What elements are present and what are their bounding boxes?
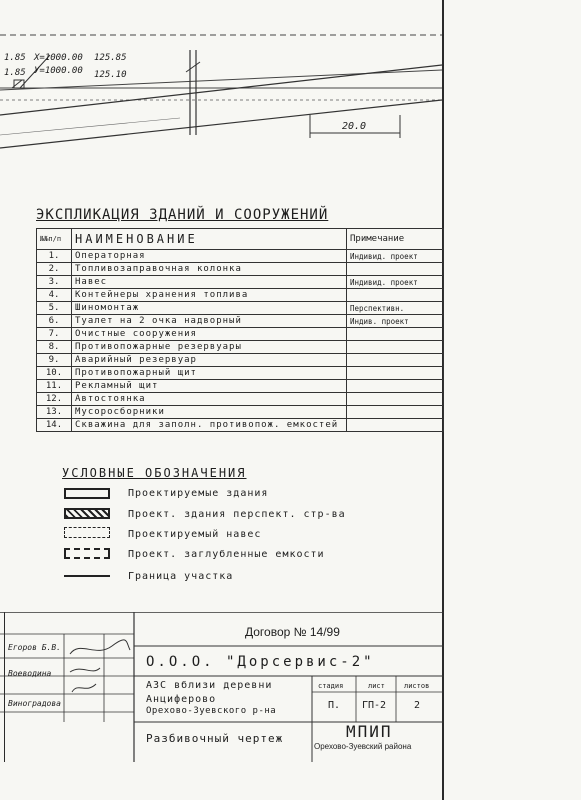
- legend-symbol-canopy: [64, 527, 110, 538]
- row-note: [347, 367, 444, 380]
- row-number: 3.: [37, 276, 72, 289]
- person-name: Виноградова: [8, 699, 61, 708]
- table-row: [37, 302, 444, 315]
- row-number: 1.: [37, 250, 72, 263]
- coord-y-label: У=1000.00: [34, 66, 83, 76]
- row-note: [347, 380, 444, 393]
- project-line: Анциферово: [146, 694, 217, 705]
- legend-symbol-tanks: [64, 548, 110, 559]
- project-line: Орехово-Зуевского р-на: [146, 706, 277, 716]
- legend-symbol-boundary: [64, 575, 110, 577]
- sheets-value: 2: [414, 700, 421, 711]
- table-row: [37, 328, 444, 341]
- row-note: [347, 341, 444, 354]
- sheets-label: листов: [404, 682, 430, 690]
- row-number: 10.: [37, 367, 72, 380]
- row-number: 2.: [37, 263, 72, 276]
- table-row: [37, 367, 444, 380]
- elevation-mark-1: 125.85: [94, 53, 127, 63]
- table-row: [37, 315, 444, 328]
- contract-number: Договор № 14/99: [245, 625, 340, 639]
- table-row: [37, 380, 444, 393]
- header-name: НАИМЕНОВАНИЕ: [72, 229, 347, 250]
- row-note: Перспективн.: [347, 302, 444, 315]
- table-row: [37, 406, 444, 419]
- row-name: Мусоросборники: [72, 406, 347, 419]
- table-row: [37, 354, 444, 367]
- row-number: 4.: [37, 289, 72, 302]
- row-note: [347, 354, 444, 367]
- table-row: [37, 250, 444, 263]
- sheet-label: лист: [368, 682, 385, 690]
- person-name: Воеводина: [8, 669, 52, 678]
- row-note: Индив. проект: [347, 315, 444, 328]
- explication-table: [36, 228, 444, 432]
- row-number: 9.: [37, 354, 72, 367]
- legend-item: Проектируемые здания: [128, 488, 269, 499]
- row-number: 5.: [37, 302, 72, 315]
- row-note: [347, 419, 444, 432]
- row-name: Противопожарный щит: [72, 367, 347, 380]
- row-name: Автостоянка: [72, 393, 347, 406]
- row-number: 6.: [37, 315, 72, 328]
- elevation-mark-2: 125.10: [94, 70, 127, 80]
- legend-item: Проект. здания перспект. стр-ва: [128, 509, 346, 520]
- table-row: [37, 419, 444, 432]
- drawing-name: Разбивочный чертеж: [146, 732, 284, 745]
- stage-value: П.: [328, 700, 341, 711]
- row-number: 12.: [37, 393, 72, 406]
- row-note: Индивид. проект: [347, 276, 444, 289]
- table-row: [37, 276, 444, 289]
- header-note: Примечание: [347, 229, 444, 250]
- dimension-label: 20.0: [342, 121, 367, 132]
- site-plan-fragment: [0, 0, 442, 160]
- stage-label: стадия: [318, 682, 344, 690]
- row-name: Туалет на 2 очка надворный: [72, 315, 347, 328]
- row-number: 7.: [37, 328, 72, 341]
- row-note: [347, 406, 444, 419]
- row-note: [347, 289, 444, 302]
- row-name: Противопожарные резервуары: [72, 341, 347, 354]
- row-note: [347, 263, 444, 276]
- row-name: Контейнеры хранения топлива: [72, 289, 347, 302]
- row-number: 14.: [37, 419, 72, 432]
- row-note: Индивид. проект: [347, 250, 444, 263]
- level-label-1: 1.85: [4, 53, 26, 63]
- legend-symbol-hatched: [64, 508, 110, 519]
- table-row: [37, 341, 444, 354]
- project-line: АЗС вблизи деревни: [146, 680, 273, 691]
- row-name: Очистные сооружения: [72, 328, 347, 341]
- row-number: 8.: [37, 341, 72, 354]
- row-name: Шиномонтаж: [72, 302, 347, 315]
- org-name: МПИП: [346, 722, 393, 741]
- header-num: №№п/п: [37, 229, 72, 250]
- row-name: Навес: [72, 276, 347, 289]
- legend-item: Граница участка: [128, 571, 234, 582]
- table-row: [37, 263, 444, 276]
- coord-x-label: X=1000.00: [34, 53, 83, 63]
- explication-title: ЭКСПЛИКАЦИЯ ЗДАНИЙ И СООРУЖЕНИЙ: [36, 207, 329, 223]
- company-name: О.О.О. "Дорсервис-2": [146, 654, 375, 670]
- table-row: [37, 289, 444, 302]
- legend-item: Проектируемый навес: [128, 529, 262, 540]
- legend-item: Проект. заглубленные емкости: [128, 549, 325, 560]
- level-label-2: 1.85: [4, 68, 26, 78]
- person-name: Егоров Б.В.: [8, 643, 61, 652]
- sheet-value: ГП-2: [362, 700, 387, 711]
- org-subtitle: Орехово-Зуевский района: [314, 742, 412, 751]
- row-note: [347, 393, 444, 406]
- legend-title: УСЛОВНЫЕ ОБОЗНАЧЕНИЯ: [62, 466, 247, 480]
- legend-symbol-buildings: [64, 488, 110, 499]
- row-number: 11.: [37, 380, 72, 393]
- table-row: [37, 393, 444, 406]
- row-name: Операторная: [72, 250, 347, 263]
- table-header-row: [37, 229, 444, 250]
- row-number: 13.: [37, 406, 72, 419]
- row-name: Рекламный щит: [72, 380, 347, 393]
- row-name: Аварийный резервуар: [72, 354, 347, 367]
- row-name: Скважина для заполн. противопож. емкостей: [72, 419, 347, 432]
- row-name: Топливозаправочная колонка: [72, 263, 347, 276]
- row-note: [347, 328, 444, 341]
